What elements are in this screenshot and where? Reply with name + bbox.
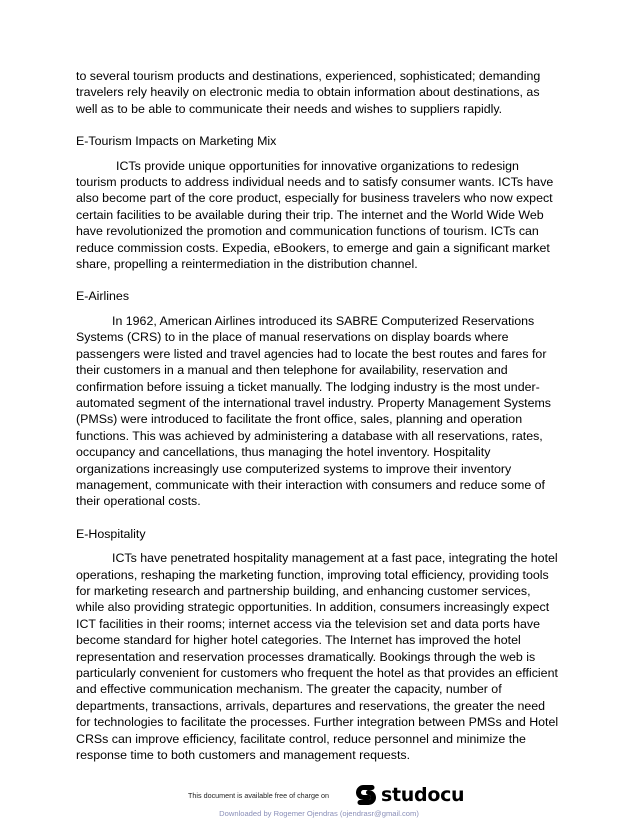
page-footer (0, 778, 638, 826)
section-body-e-airlines: In 1962, American Airlines introduced its SABRE Computerized Reservations Systems (CRS) to in the place of manual reservations on display boards where passengers were listed and travel agencies had to locate the best routes and fares for their customers in a manual and then telephone for availability, reservation and confirmation before issuing a ticket manually. The lodging industry is the most under-automated segment of the international travel industry. Property Management Systems (PMSs) were introduced to facilitate the front office, sales, planning and operation functions. This was achieved by administering a database with all reservations, rates, occupancy and cancellations, thus managing the hotel inventory. Hospitality organizations increasingly use computerized systems to improve their inventory management, communicate with their interaction with consumers and reduce some of their operational costs. (76, 313, 551, 509)
studocu-logo-icon (354, 783, 378, 807)
section-body-marketing-mix: ICTs provide unique opportunities for innovative organizations to redesign tourism products to address individual needs and to satisfy consumer wants. ICTs have also become part of the core product, especially for business travelers who now expect certain facilities to be available during their trip. The internet and the World Wide Web have revolutionized the promotion and communication functions of tourism. ICTs can reduce commission costs. Expedia, eBookers, to emerge and gain a significant market share, propelling a reintermediation in the distribution channel. (76, 158, 554, 272)
section-heading-e-airlines: E-Airlines (76, 289, 130, 304)
document-body (76, 68, 562, 763)
section-body-e-hospitality: ICTs have penetrated hospitality management at a fast pace, integrating the hotel operations, reshaping the marketing function, improving total efficiency, providing tools for marketing research and partnership building, and enhancing customer services, while also providing strategic opportunities. In addition, consumers increasingly expect ICT facilities in their rooms; internet access via the television set and data ports have become standard for higher hotel categories. The Internet has improved the hotel representation and reservation processes dramatically. Bookings through the web is particularly convenient for customers who frequent the hotel as that provides an efficient and effective communication mechanism. The greater the capacity, number of departments, transactions, arrivals, departures and reservations, the greater the need for technologies to facilitate the processes. Further integration between PMSs and Hotel CRSs can improve efficiency, facilitate control, reduce personnel and minimize the response time to both customers and management requests. (76, 551, 559, 763)
section-heading-e-hospitality: E-Hospitality (76, 526, 146, 541)
studocu-logo-text: studocu (381, 784, 465, 806)
intro-paragraph: to several tourism products and destinations, experienced, sophisticated; demanding travelers rely heavily on electronic media to obtain information about destinations, as well as to be able to communicate their needs and wishes to suppliers rapidly. (76, 69, 541, 116)
studocu-logo-link[interactable] (354, 782, 464, 808)
download-attribution: Downloaded by Rogemer Ojendras (ojendrasr@gmail.com) (219, 809, 419, 818)
section-heading-marketing-mix: E-Tourism Impacts on Marketing Mix (76, 134, 277, 149)
availability-notice: This document is available free of charge on (188, 791, 330, 800)
